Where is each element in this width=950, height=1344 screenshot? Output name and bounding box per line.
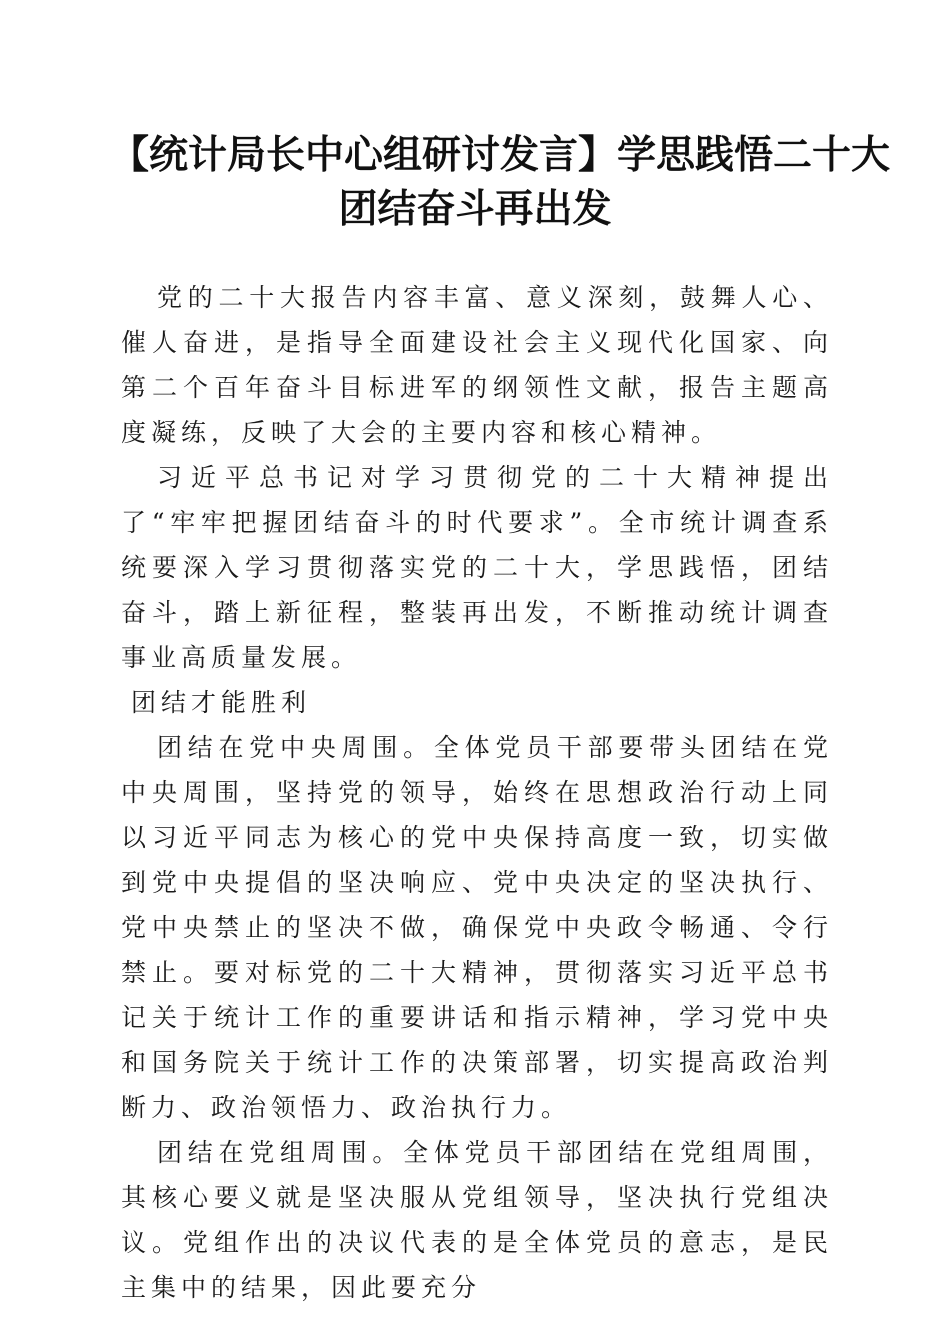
paragraph-intro: 党的二十大报告内容丰富、意义深刻，鼓舞人心、催人奋进，是指导全面建设社会主义现代化国家、向第二个百年奋斗目标进军的纲领性文献，报告主题高度凝练，反映了大会的主要内容和核心精神。: [121, 283, 833, 447]
section-heading: 团结才能胜利: [131, 688, 312, 717]
title-line-2: 团结奋斗再出发: [338, 186, 612, 232]
paragraph-requirement: 习近平总书记对学习贯彻党的二十大精神提出了“牢牢把握团结奋斗的时代要求”。全市统计调查系统要深入学习贯彻落实党的二十大，学思践悟，团结奋斗，踏上新征程，整装再出发，不断推动统计调查事业高质量发展。: [121, 463, 833, 672]
paragraph-central-committee: 团结在党中央周围。全体党员干部要带头团结在党中央周围，坚持党的领导，始终在思想政治行动上同以习近平同志为核心的党中央保持高度一致，切实做到党中央提倡的坚决响应、党中央决定的坚决执行、党中央禁止的坚决不做，确保党中央政令畅通、令行禁止。要对标党的二十大精神，贯彻落实习近平总书记关于统计工作的重要讲话和指示精神，学习党中央和国务院关于统计工作的决策部署，切实提高政治判断力、政治领悟力、政治执行力。: [121, 733, 833, 1122]
paragraph-party-group: 团结在党组周围。全体党员干部团结在党组周围，其核心要义就是坚决服从党组领导，坚决执行党组决议。党组作出的决议代表的是全体党员的意志，是民主集中的结果，因此要充分: [121, 1138, 833, 1302]
title-line-1: 【统计局长中心组研讨发言】学思践悟二十大: [110, 132, 891, 178]
document-body: [121, 275, 833, 1310]
document-title: [110, 128, 891, 236]
